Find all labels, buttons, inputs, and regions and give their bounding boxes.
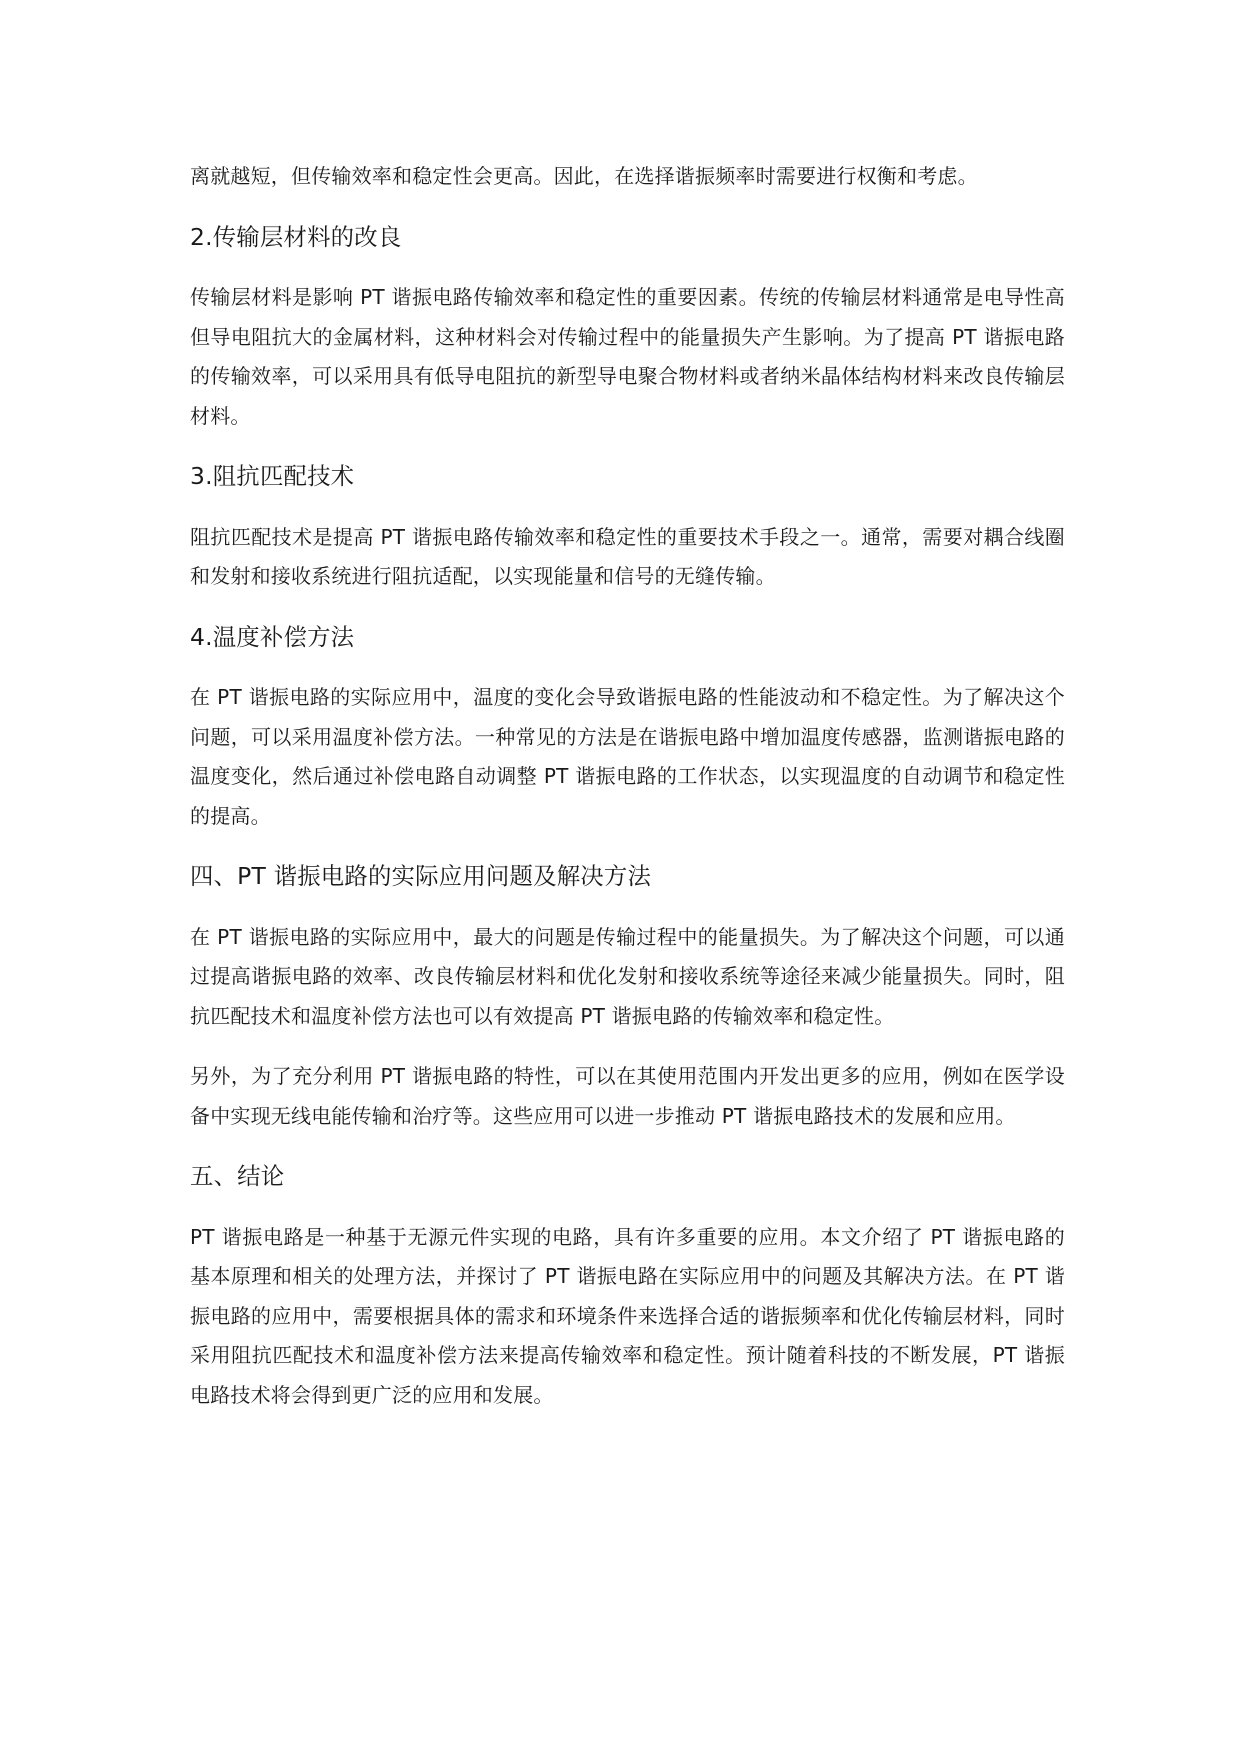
heading-impedance-matching: 3.阻抗匹配技术 (190, 462, 355, 490)
paragraph-further-applications: 另外，为了充分利用 PT 谐振电路的特性，可以在其使用范围内开发出更多的应用，例如在医学设备中实现无线电能传输和治疗等。这些应用可以进一步推动 PT 谐振电路技术的发展和应用。 (190, 1064, 1065, 1128)
heading-temperature-compensation: 4.温度补偿方法 (190, 622, 355, 651)
heading-transmission-layer-material: 2.传输层材料的改良 (190, 222, 402, 251)
document-body (190, 157, 1065, 1436)
paragraph-temperature-compensation: 在 PT 谐振电路的实际应用中，温度的变化会导致谐振电路的性能波动和不稳定性。为了解决这个问题，可以采用温度补偿方法。一种常见的方法是在谐振电路中增加温度传感器，监测谐振电路的温度变化，然后通过补偿电路自动调整 PT 谐振电路的工作状态，以实现温度的自动调节和稳定性的提高。 (190, 685, 1065, 828)
paragraph-resonant-frequency-tradeoff: 离就越短，但传输效率和稳定性会更高。因此，在选择谐振频率时需要进行权衡和考虑。 (190, 164, 978, 188)
heading-conclusion: 五、结论 (190, 1162, 285, 1190)
paragraph-impedance-matching: 阻抗匹配技术是提高 PT 谐振电路传输效率和稳定性的重要技术手段之一。通常，需要对耦合线圈和发射和接收系统进行阻抗适配，以实现能量和信号的无缝传输。 (190, 524, 1065, 588)
paragraph-energy-loss-solutions: 在 PT 谐振电路的实际应用中，最大的问题是传输过程中的能量损失。为了解决这个问题，可以通过提高谐振电路的效率、改良传输层材料和优化发射和接收系统等途径来减少能量损失。同时，阻抗匹配技术和温度补偿方法也可以有效提高 PT 谐振电路的传输效率和稳定性。 (190, 924, 1065, 1028)
paragraph-transmission-layer-material: 传输层材料是影响 PT 谐振电路传输效率和稳定性的重要因素。传统的传输层材料通常是电导性高但导电阻抗大的金属材料，这种材料会对传输过程中的能量损失产生影响。为了提高 PT 谐振电路的传输效率，可以采用具有低导电阻抗的新型导电聚合物材料或者纳米晶体结构材料来改良传输层材料。 (190, 285, 1065, 428)
heading-practical-application-issues: 四、PT 谐振电路的实际应用问题及解决方法 (190, 862, 652, 890)
paragraph-conclusion: PT 谐振电路是一种基于无源元件实现的电路，具有许多重要的应用。本文介绍了 PT 谐振电路的基本原理和相关的处理方法，并探讨了 PT 谐振电路在实际应用中的问题及其解决方法。在 PT 谐振电路的应用中，需要根据具体的需求和环境条件来选择合适的谐振频率和优化传输层材料，同时采用阻抗匹配技术和温度补偿方法来提高传输效率和稳定性。预计随着科技的不断发展，PT 谐振电路技术将会得到更广泛的应用和发展。 (190, 1224, 1065, 1407)
